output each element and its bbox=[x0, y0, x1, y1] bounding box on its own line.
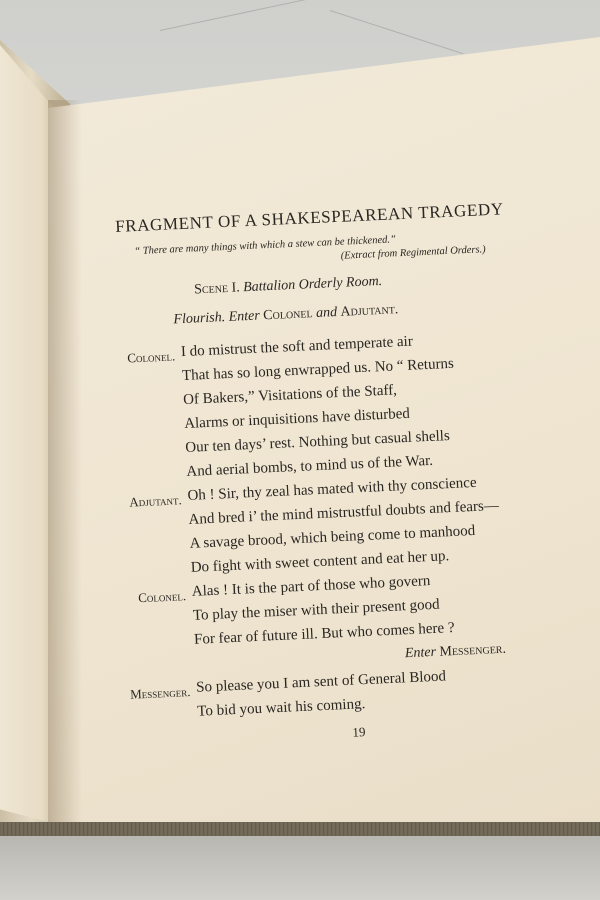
verse-line: And aerial bombs, to mind us of the War. bbox=[186, 452, 434, 480]
scene-label: Scene I. bbox=[193, 280, 241, 298]
speaker-name: Colonel. bbox=[126, 348, 176, 366]
speaker-name: Messenger. bbox=[129, 684, 191, 702]
page-gutter-shadow bbox=[48, 100, 82, 830]
verse-line: Our ten days’ rest. Nothing but casual shells bbox=[184, 428, 451, 457]
verse-line: For fear of future ill. But who comes here ? bbox=[193, 620, 455, 648]
verse-line: Alas ! It is the part of those who govern bbox=[191, 573, 431, 600]
verse-line: A savage brood, which being come to manhood bbox=[189, 522, 476, 552]
stage-messenger: Messenger. bbox=[439, 641, 507, 660]
verse-line: I do mistrust the soft and temperate air bbox=[180, 333, 414, 361]
verse-line: That has so long enwrapped us. No “ Returns bbox=[181, 355, 455, 385]
scene-place: Battalion Orderly Room. bbox=[242, 273, 383, 296]
verse-line: To play the miser with their present good bbox=[192, 596, 440, 624]
marble-vein bbox=[330, 10, 463, 54]
verse-line: And bred i’ the mind mistrustful doubts and fears— bbox=[188, 497, 500, 528]
verse-line: Oh ! Sir, thy zeal has mated with thy conscience bbox=[187, 474, 477, 504]
speaker-name: Adjutant. bbox=[128, 492, 183, 510]
speaker-name: Colonel. bbox=[137, 588, 187, 606]
page-number: 19 bbox=[352, 724, 366, 740]
direction-text: Flourish. Enter bbox=[173, 308, 261, 328]
verse-line: Do fight with sweet content and eat her up. bbox=[190, 548, 450, 576]
verse-line: Of Bakers,” Visitations of the Staff, bbox=[182, 382, 398, 409]
verse-line: Alarms or inquisitions have disturbed bbox=[183, 405, 411, 433]
stage-enter: Enter bbox=[404, 644, 437, 662]
direction-colonel: Colonel bbox=[262, 306, 313, 324]
marble-vein bbox=[160, 0, 336, 31]
table-surface bbox=[0, 836, 600, 900]
epigraph: “ There are many things with which a stew can be thickened.” bbox=[134, 234, 397, 258]
direction-and: and bbox=[315, 305, 338, 321]
verse-line: So please you I am sent of General Blood bbox=[195, 668, 447, 696]
verse-line: To bid you wait his coming. bbox=[196, 696, 366, 720]
page-title: FRAGMENT OF A SHAKESPEAREAN TRAGEDY bbox=[114, 199, 505, 236]
epigraph-source: (Extract from Regimental Orders.) bbox=[340, 244, 486, 262]
direction-adjutant: Adjutant. bbox=[340, 302, 399, 320]
